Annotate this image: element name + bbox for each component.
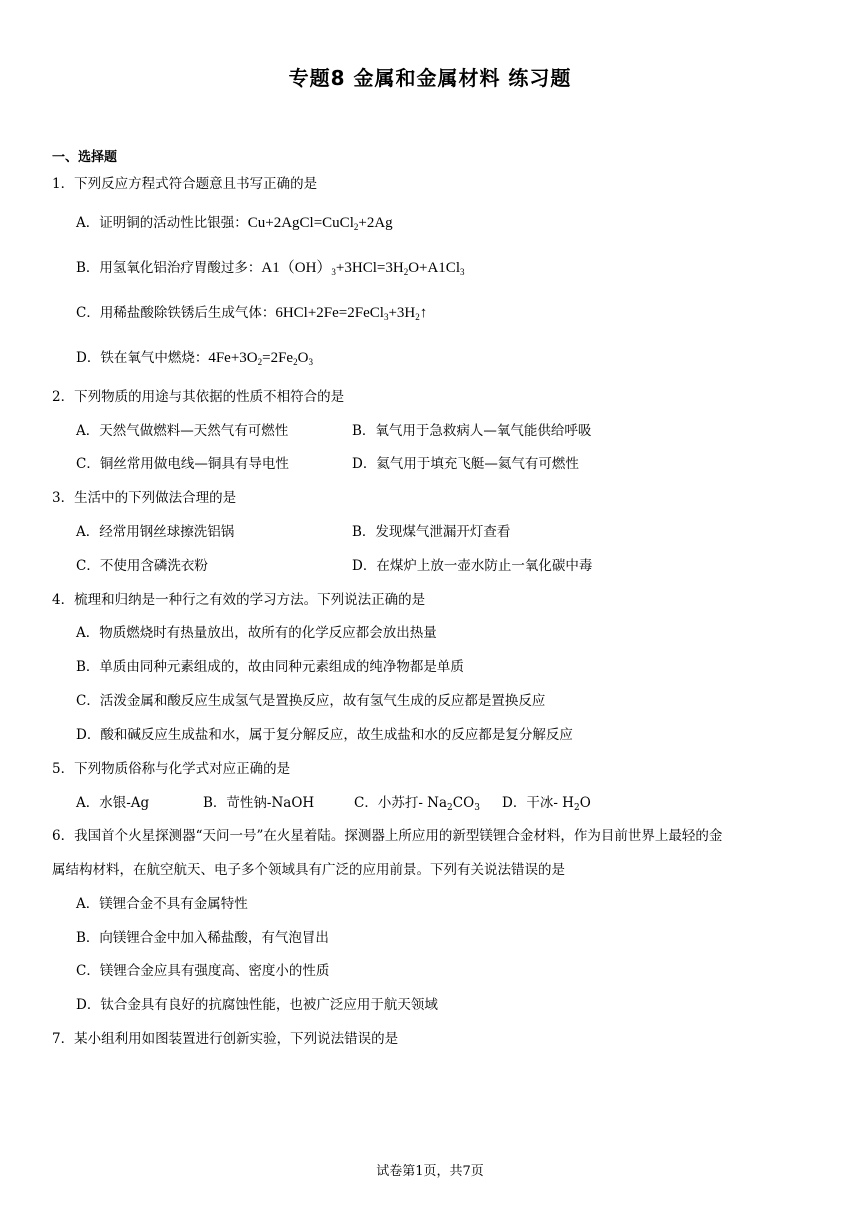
question-4-option-c: C．活泼金属和酸反应生成氢气是置换反应，故有氢气生成的反应都是置换反应 — [76, 693, 546, 709]
page-title: 专题8 金属和金属材料 练习题 — [288, 66, 572, 90]
question-1-stem: 1．下列反应方程式符合题意且书写正确的是 — [52, 176, 318, 192]
question-3-stem: 3．生活中的下列做法合理的是 — [52, 490, 237, 506]
question-4-stem: 4．梳理和归纳是一种行之有效的学习方法。下列说法正确的是 — [52, 592, 426, 608]
question-2-option-a: A．天然气做燃料—天然气有可燃性 — [76, 423, 289, 439]
question-3-option-b: B．发现煤气泄漏开灯查看 — [352, 524, 511, 540]
option-c-formula: $6HCl+2Fe=2FeCl_3+3H_2↑$ — [275, 305, 428, 322]
question-7-stem: 7．某小组利用如图装置进行创新实验，下列说法错误的是 — [52, 1031, 399, 1047]
question-6-option-b: B．向镁锂合金中加入稀盐酸，有气泡冒出 — [76, 930, 329, 946]
question-5-option-d: D．干冰- $H_2O$ — [502, 795, 591, 813]
question-6-stem-line-1: 6．我国首个火星探测器“天问一号”在火星着陆。探测器上所应用的新型镁锂合金材料，作为目前世界上最轻的金 — [52, 828, 723, 844]
question-5-option-a: A．水银-Ag — [76, 795, 150, 811]
question-4-option-d: D．酸和碱反应生成盐和水，属于复分解反应，故生成盐和水的反应都是复分解反应 — [76, 727, 573, 743]
question-3-option-c: C．不使用含磷洗衣粉 — [76, 558, 208, 574]
question-6-option-c: C．镁锂合金应具有强度高、密度小的性质 — [76, 963, 330, 979]
question-4-option-a: A．物质燃烧时有热量放出，故所有的化学反应都会放出热量 — [76, 625, 437, 641]
question-3-option-a: A．经常用钢丝球擦洗铝锅 — [76, 524, 235, 540]
gas-arrow-icon: ↑ — [419, 305, 428, 321]
question-1-option-d: D．铁在氧气中燃烧：$4Fe+3O_2=2Fe_2O_3$ — [76, 350, 313, 367]
question-1-option-b: B．用氢氧化铝治疗胃酸过多：$A1(OH)_3+3HCl=3H_2O+A1Cl_3$ — [76, 260, 465, 277]
question-5-stem: 5．下列物质俗称与化学式对应正确的是 — [52, 761, 291, 777]
question-2-option-b: B．氧气用于急救病人—氧气能供给呼吸 — [352, 423, 592, 439]
question-1-option-a: A．证明铜的活动性比银强：Cu+2AgCl=CuCl$_2$+2Ag — [76, 215, 393, 232]
question-2-stem: 2．下列物质的用途与其依据的性质不相符合的是 — [52, 389, 345, 405]
question-2-option-c: C．铜丝常用做电线—铜具有导电性 — [76, 456, 289, 472]
question-2-option-d: D．氦气用于填充飞艇—氦气有可燃性 — [352, 456, 579, 472]
page-footer: 试卷第1页，共7页 — [376, 1164, 484, 1179]
question-6-stem-line-2: 属结构材料，在航空航天、电子多个领域具有广泛的应用前景。下列有关说法错误的是 — [52, 862, 565, 878]
question-3-option-d: D．在煤炉上放一壶水防止一氧化碳中毒 — [352, 558, 593, 574]
option-a-formula: Cu+2AgCl=CuCl$_2$+2Ag — [247, 215, 393, 232]
question-1-option-c: C．用稀盐酸除铁锈后生成气体：$6HCl+2Fe=2FeCl_3+3H_2↑$ — [76, 305, 428, 322]
question-6-option-a: A．镁锂合金不具有金属特性 — [76, 896, 248, 912]
question-5-option-c: C．小苏打- $Na_2CO_3$ — [354, 795, 480, 813]
question-5-option-b: B．苛性钠-NaOH — [203, 795, 315, 811]
section-heading: 一、选择题 — [52, 150, 118, 165]
option-b-formula: $A1(OH)_3+3HCl=3H_2O+A1Cl_3$ — [261, 260, 465, 277]
option-d-formula: $4Fe+3O_2=2Fe_2O_3$ — [208, 350, 313, 367]
question-6-option-d: D．钛合金具有良好的抗腐蚀性能，也被广泛应用于航天领域 — [76, 997, 438, 1013]
question-4-option-b: B．单质由同种元素组成的，故由同种元素组成的纯净物都是单质 — [76, 659, 464, 675]
